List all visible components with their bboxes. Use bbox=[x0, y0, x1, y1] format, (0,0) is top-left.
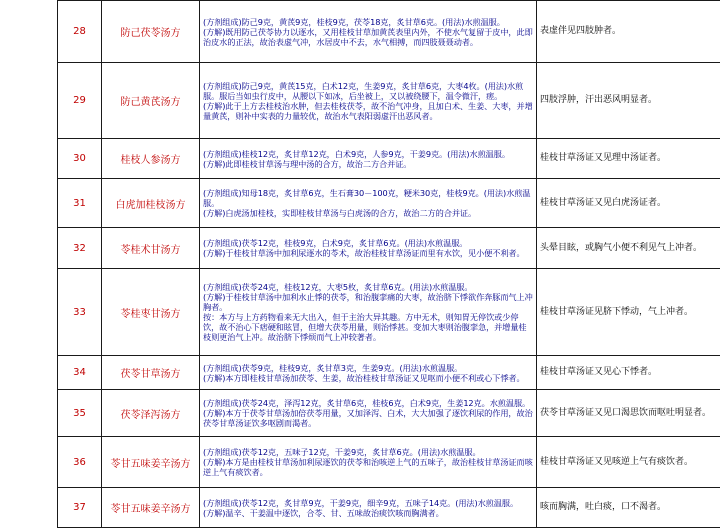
composition-line: (方解)既用防己茯苓协力以逐水，又用桂枝甘草加黄芪表里内外，不使水气复留于皮中，此即治皮水的正法，故治表虚气冲，水居皮中不去，水气相搏，而四肢聂聂动者。 bbox=[203, 26, 533, 47]
composition-line: (方解)此即桂枝甘草汤与理中汤的合方，故治二方合并证。 bbox=[203, 158, 412, 169]
row-number: 34 bbox=[58, 356, 102, 390]
table-row bbox=[58, 179, 720, 228]
formula-name: 苓桂枣甘汤方 bbox=[102, 269, 200, 356]
composition-line: (方剂组成)茯苓12克，炙甘草9克，干姜9克，细辛9克，五味子14克。(用法)水煎温服。 bbox=[203, 497, 519, 508]
indication: 桂枝甘草汤证又见理中汤证者。 bbox=[537, 139, 720, 179]
formula-name: 白虎加桂枝汤方 bbox=[102, 179, 200, 228]
formula-name: 茯苓甘草汤方 bbox=[102, 356, 200, 390]
row-number: 36 bbox=[58, 437, 102, 488]
indication: 头晕目眩，或胸气小便不利见气上冲者。 bbox=[537, 228, 720, 269]
formula-name: 苓甘五味姜辛汤方 bbox=[102, 437, 200, 488]
composition-line: (方剂组成)桂枝12克，炙甘草12克，白术9克，人参9克，干姜9克。(用法)水煎温服。 bbox=[203, 148, 510, 159]
composition-line: (方解)本方即桂枝甘草汤加茯苓、生姜，故治桂枝甘草汤证又见呕而小便不利或心下悸者。 bbox=[203, 372, 525, 383]
composition-line: (方剂组成)茯苓24克，泽泻12克，炙甘草6克，桂枝6克，白术9克，生姜12克。水煎温服。 bbox=[203, 398, 531, 408]
formula-name: 防己黄芪汤方 bbox=[102, 63, 200, 139]
row-number: 33 bbox=[58, 269, 102, 356]
formula-composition bbox=[200, 179, 537, 228]
composition-line: (方剂组成)知母18克，炙甘草6克，生石膏30－100克，粳米30克，桂枝9克。(用法)水煎温服。 bbox=[203, 188, 531, 208]
row-number: 31 bbox=[58, 179, 102, 228]
table-row bbox=[58, 269, 720, 356]
composition-line: (方剂组成)茯苓9克，桂枝9克，炙甘草3克，生姜9克。(用法)水煎温服。 bbox=[203, 362, 463, 373]
row-number: 35 bbox=[58, 390, 102, 437]
composition-line: (方解)温辛、干姜温中逐饮，合苓、甘、五味故治痰饮咳而胸满者。 bbox=[203, 507, 444, 518]
composition-line: (方剂组成)茯苓12克，桂枝9克，白术9克，炙甘草6克。(用法)水煎温服。 bbox=[203, 238, 468, 248]
row-number: 29 bbox=[58, 63, 102, 139]
formula-name: 防己茯苓汤方 bbox=[102, 1, 200, 63]
table-row bbox=[58, 228, 720, 269]
formula-name: 茯苓泽泻汤方 bbox=[102, 390, 200, 437]
row-number: 28 bbox=[58, 1, 102, 63]
formula-name: 苓甘五味姜辛汤方 bbox=[102, 488, 200, 528]
formula-composition bbox=[200, 63, 537, 139]
composition-line: (方剂组成)茯苓12克，五味子12克，干姜9克，炙甘草6克。(用法)水煎温服。 bbox=[203, 447, 481, 457]
indication: 桂枝甘草汤证又见心下悸者。 bbox=[537, 356, 720, 390]
table-row bbox=[58, 390, 720, 437]
formula-composition bbox=[200, 228, 537, 269]
table-row bbox=[58, 1, 720, 63]
composition-line: (方解)本方是由桂枝甘草汤加利尿逐饮的茯苓和治咳逆上气的五味子，故治桂枝甘草汤证而咳逆上气有痰饮者。 bbox=[203, 457, 533, 477]
table-row bbox=[58, 63, 720, 139]
formula-composition bbox=[200, 356, 537, 390]
formula-name: 苓桂术甘汤方 bbox=[102, 228, 200, 269]
composition-line: (方解)此于上方去桂枝治水肿，但去桂枝茯苓，故不治气冲身，且加白术、生姜、大枣，并增量黄芪，则补中实表的力量较优，故治水气表阳弱虚汗出恶风者。 bbox=[203, 100, 533, 121]
formula-composition bbox=[200, 139, 537, 179]
formula-composition bbox=[200, 390, 537, 437]
composition-line: (方解)于桂枝甘草汤中加利水止悸的茯苓，和治腹挛痛的大枣，故治脐下悸欲作奔豚而气上冲胸者。 bbox=[203, 292, 533, 312]
table-row bbox=[58, 437, 720, 488]
composition-line: (方解)白虎汤加桂枝，实即桂枝甘草汤与白虎汤的合方，故治二方的合并证。 bbox=[203, 208, 477, 218]
table-row bbox=[58, 356, 720, 390]
table-row bbox=[58, 488, 720, 528]
composition-line: 按：本方与上方药物看来无大出入，但于主治大异其趣。方中无术，则知胃无停饮或少停饮，故不治心下痞硬和眩冒，但增大茯苓用量，则治悸甚。变加大枣则治腹挛急，并增量桂枝则更治气上冲。故治脐下悸烦而气上冲较著者。 bbox=[203, 312, 527, 342]
row-number: 32 bbox=[58, 228, 102, 269]
composition-line: (方解)本方于茯苓甘草汤加倍茯苓用量，又加泽泻、白术，大大加强了逐饮利尿的作用，故治茯苓甘草汤证饮多呕剧而渴者。 bbox=[203, 408, 533, 428]
indication: 茯苓甘草汤证又见口渴思饮而呕吐明显者。 bbox=[537, 390, 720, 437]
row-number: 30 bbox=[58, 139, 102, 179]
indication: 桂枝甘草汤证见脐下悸动，气上冲者。 bbox=[537, 269, 720, 356]
composition-line: (方解)于桂枝甘草汤中加利尿逐水的苓术，故治桂枝甘草汤证而里有水饮，见小便不利者。 bbox=[203, 248, 525, 258]
table-row bbox=[58, 139, 720, 179]
composition-line: (方剂组成)茯苓24克，桂枝12克，大枣5枚，炙甘草6克。(用法)水煎温服。 bbox=[203, 282, 473, 292]
indication: 桂枝甘草汤证又见咳逆上气有痰饮者。 bbox=[537, 437, 720, 488]
formula-composition bbox=[200, 488, 537, 528]
indication: 桂枝甘草汤证又见白虎汤证者。 bbox=[537, 179, 720, 228]
formula-composition bbox=[200, 1, 537, 63]
indication: 咳而胸满，吐白痰，口不渴者。 bbox=[537, 488, 720, 528]
row-number: 37 bbox=[58, 488, 102, 528]
composition-line: (方剂组成)防己9克，黄芪15克，白术12克，生姜9克，炙甘草6克，大枣4枚。(用法)水煎服。服后当如虫行皮中，从腰以下如冰，后坐被上，又以被绕腰下，温令微汗，瘥。 bbox=[203, 80, 524, 101]
indication: 四肢浮肿，汗出恶风明显者。 bbox=[537, 63, 720, 139]
formula-table bbox=[57, 0, 720, 528]
formula-composition bbox=[200, 269, 537, 356]
formula-name: 桂枝人参汤方 bbox=[102, 139, 200, 179]
indication: 表虚伴见四肢肿者。 bbox=[537, 1, 720, 63]
composition-line: (方剂组成)防己9克，黄芪9克，桂枝9克，茯苓18克，炙甘草6克。(用法)水煎温服。 bbox=[203, 16, 505, 27]
formula-composition bbox=[200, 437, 537, 488]
